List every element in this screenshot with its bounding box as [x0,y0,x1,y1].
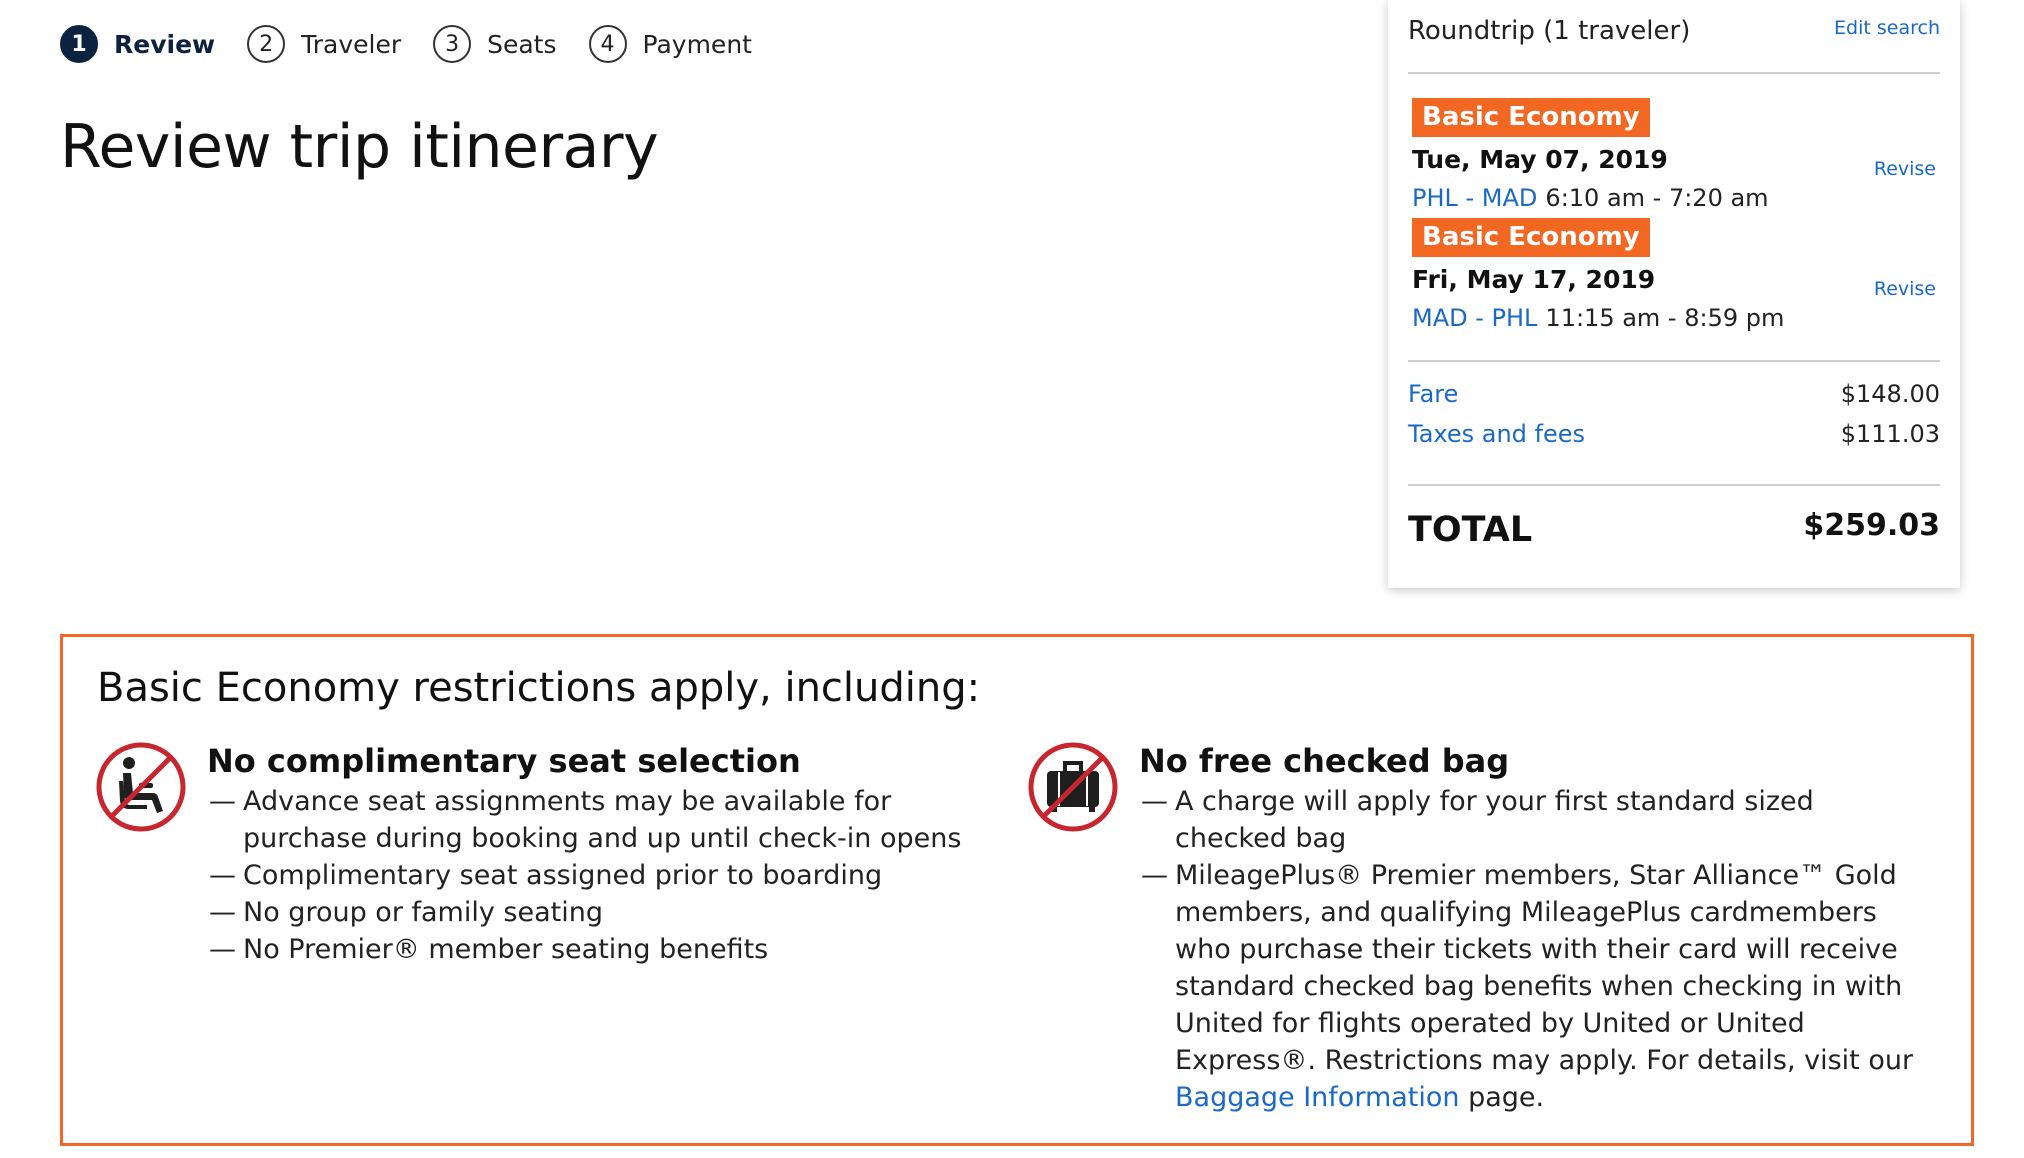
list-item: — No Premier® member seating benefits [207,931,995,968]
revise-outbound-link[interactable]: Revise [1873,158,1936,180]
segment-times: 11:15 am - 8:59 pm [1545,304,1785,332]
revise-return-link[interactable]: Revise [1873,278,1936,300]
edit-search-link[interactable]: Edit search [1834,17,1940,39]
bag-restriction-body [1139,741,1927,1116]
total-row [1408,486,1940,566]
progress-steps [60,24,784,64]
bag-benefit-suffix: page. [1468,1082,1545,1113]
taxes-link[interactable]: Taxes and fees [1408,420,1586,448]
step-label: Payment [642,29,752,59]
step-seats[interactable] [433,25,556,63]
step-number: 4 [589,25,627,63]
fare-class-badge: Basic Economy [1412,218,1650,257]
step-number: 2 [247,25,285,63]
step-label: Review [114,29,216,59]
bag-benefit-text: MileagePlus® Premier members, Star Alliance™ Gold members, and qualifying MileagePlus cardmembers who purchase their tickets with their card will receive standard checked bag benefits when checking in with United for flights operated by United or United Express®. Restrictions may apply. For details, visit our [1175,860,1914,1076]
summary-header [1408,0,1940,74]
page-title: Review trip itinerary [60,112,659,182]
segment-times: 6:10 am - 7:20 am [1545,184,1769,212]
baggage-information-link[interactable]: Baggage Information [1175,1082,1460,1113]
bag-restriction-heading: No free checked bag [1139,742,1510,780]
segment-date: Tue, May 07, 2019 [1412,145,1668,174]
step-number: 1 [60,25,98,63]
restrictions-title: Basic Economy restrictions apply, including: [97,665,981,711]
price-breakdown [1408,362,1940,486]
no-checked-bag-icon [1027,741,1119,833]
segment-date: Fri, May 17, 2019 [1412,265,1656,294]
seat-restriction-body [207,741,995,968]
step-payment[interactable] [589,25,752,63]
fare-class-badge: Basic Economy [1412,98,1650,137]
segment-route [1412,304,1784,332]
summary-title: Roundtrip (1 traveler) [1408,16,1691,46]
step-label: Traveler [301,29,402,59]
step-review[interactable] [60,25,215,63]
restrictions-box [60,634,1974,1146]
trip-summary-card [1388,0,1960,588]
taxes-row [1408,420,1940,448]
bag-restriction-list [1139,783,1927,1116]
step-traveler[interactable] [247,25,401,63]
seat-restriction-list [207,783,995,968]
total-label: TOTAL [1408,510,1533,550]
fare-amount: $148.00 [1840,380,1940,408]
seat-restriction-heading: No complimentary seat selection [207,742,801,780]
taxes-amount: $111.03 [1840,420,1940,448]
list-item: — Complimentary seat assigned prior to boarding [207,857,995,894]
route-link[interactable]: PHL - MAD [1412,184,1538,212]
step-number: 3 [433,25,471,63]
total-amount: $259.03 [1803,508,1940,543]
fare-link[interactable]: Fare [1408,380,1459,408]
no-seat-selection-icon [95,741,187,833]
list-item [1139,857,1927,1116]
segment-route [1412,184,1769,212]
flight-segment-return [1408,214,1940,362]
list-item: — A charge will apply for your first standard sized checked bag [1139,783,1927,857]
list-item: — Advance seat assignments may be available for purchase during booking and up until check-in opens [207,783,995,857]
list-item: — No group or family seating [207,894,995,931]
fare-row [1408,380,1940,408]
flight-segment-outbound [1408,74,1940,214]
step-label: Seats [487,29,557,59]
route-link[interactable]: MAD - PHL [1412,304,1538,332]
